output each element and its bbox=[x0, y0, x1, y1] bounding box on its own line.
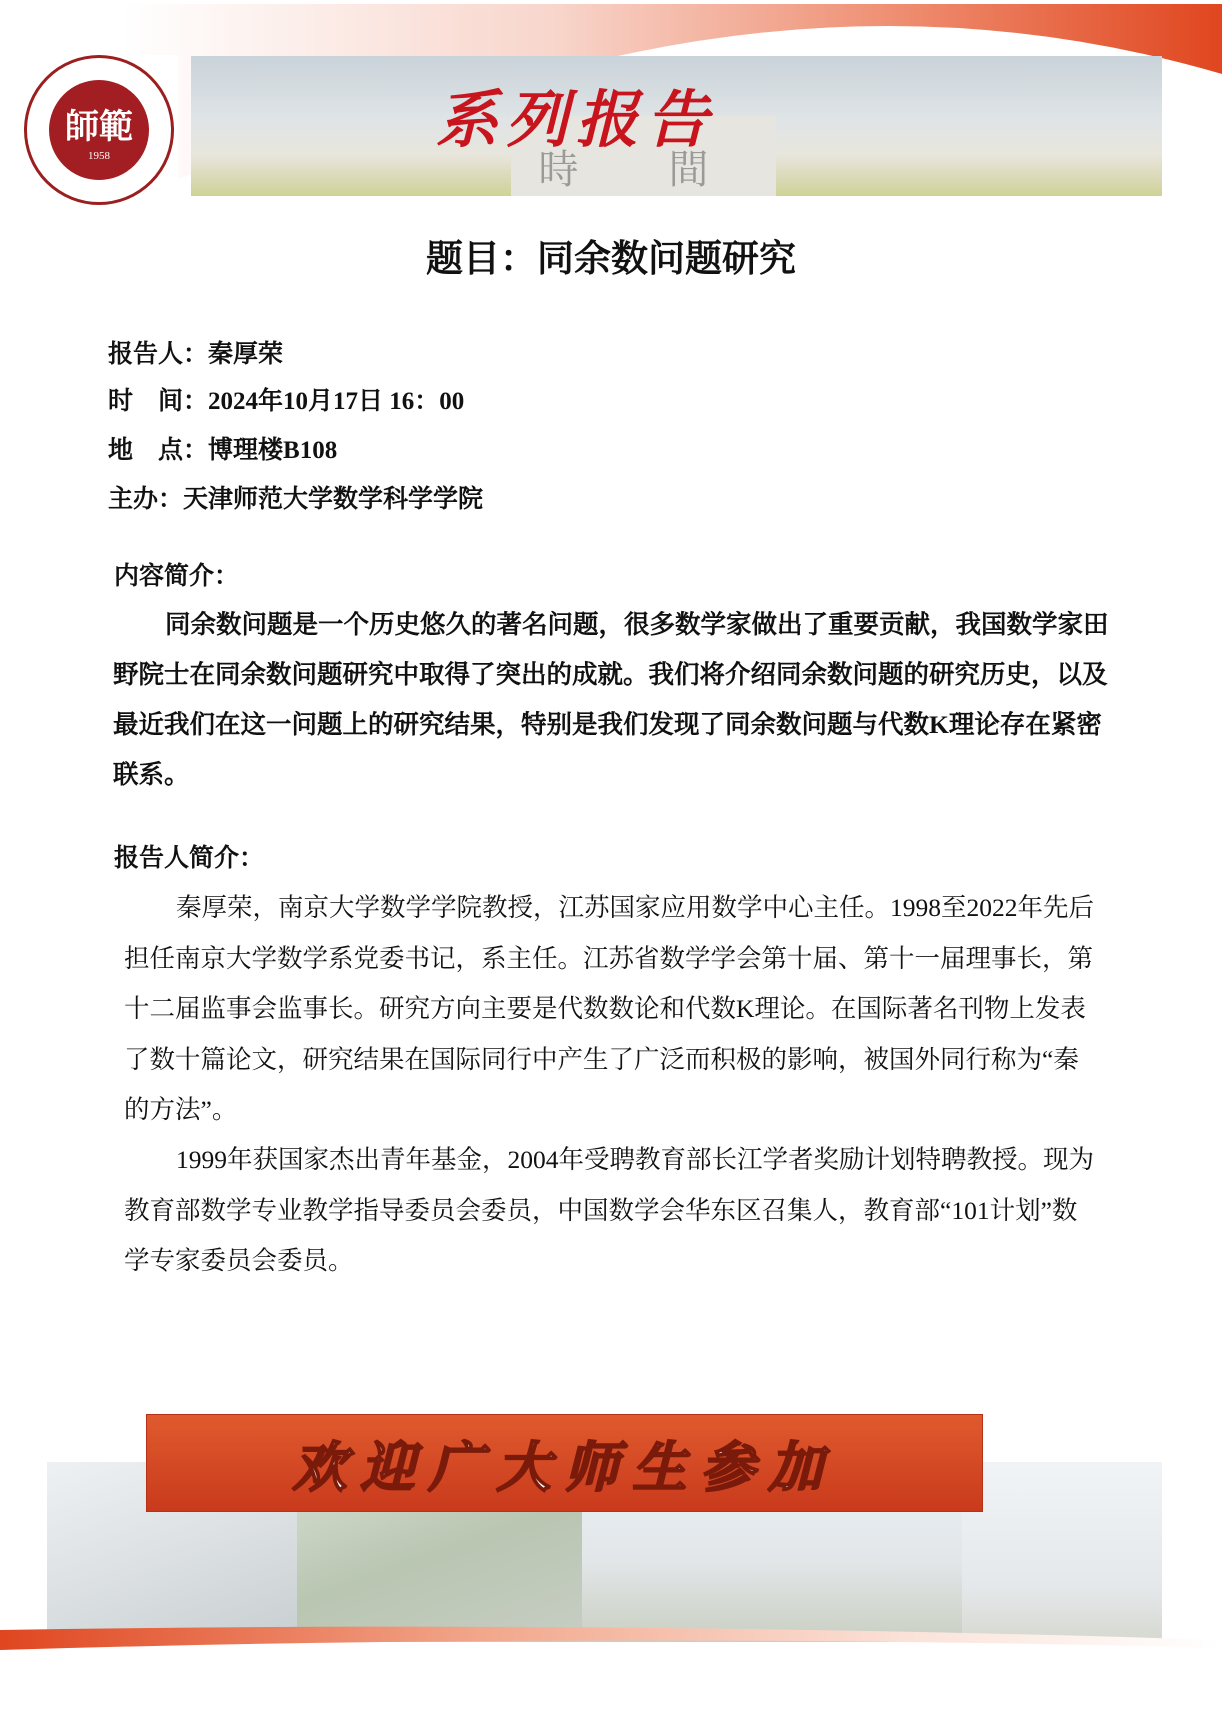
series-title: 系列报告 bbox=[436, 87, 717, 155]
bottom-gradient-band bbox=[0, 1620, 1222, 1735]
university-logo bbox=[18, 55, 178, 205]
info-location: 地 点：博理楼B108 bbox=[108, 437, 338, 464]
header-banner-photo bbox=[191, 56, 1162, 196]
bio-heading: 报告人简介： bbox=[114, 845, 265, 872]
abstract-text: 同余数问题是一个历史悠久的著名问题，很多数学家做出了重要贡献，我国数学家田野院士在同余数问题研究中取得了突出的成就。我们将介绍同余数问题的研究历史，以及最近我们在这一问题上的研究结果，特别是我们发现了同余数问题与代数K理论存在紧密联系。 bbox=[113, 610, 1109, 789]
page-title: 题目：同余数问题研究 bbox=[426, 237, 796, 280]
welcome-banner: 欢迎广大师生参加 bbox=[146, 1414, 983, 1512]
stone-inscription: 時 間 bbox=[511, 116, 776, 196]
bio-paragraph: 1999年获国家杰出青年基金，2004年受聘教育部长江学者奖励计划特聘教授。现为教育部数学专业教学指导委员会委员，中国数学会华东区召集人，教育部“101计划”数学专家委员会委员。 bbox=[124, 1145, 1095, 1275]
abstract-heading: 内容简介： bbox=[114, 563, 240, 590]
info-host: 主办：天津师范大学数学科学学院 bbox=[108, 486, 484, 513]
info-speaker: 报告人：秦厚荣 bbox=[108, 341, 284, 368]
info-time: 时 间：2024年10月17日 16：00 bbox=[108, 388, 465, 415]
campus-photo bbox=[962, 1462, 1162, 1642]
bio-paragraph: 秦厚荣，南京大学数学学院教授，江苏国家应用数学中心主任。1998至2022年先后担任南京大学数学系党委书记，系主任。江苏省数学学会第十届、第十一届理事长，第十二届监事会监事长。研究方向主要是代数数论和代数K理论。在国际著名刊物上发表了数十篇论文，研究结果在国际同行中产生了广泛而积极的影响，被国外同行称为“秦的方法”。 bbox=[124, 893, 1095, 1124]
seal-icon: 師範 1958 bbox=[24, 55, 174, 205]
